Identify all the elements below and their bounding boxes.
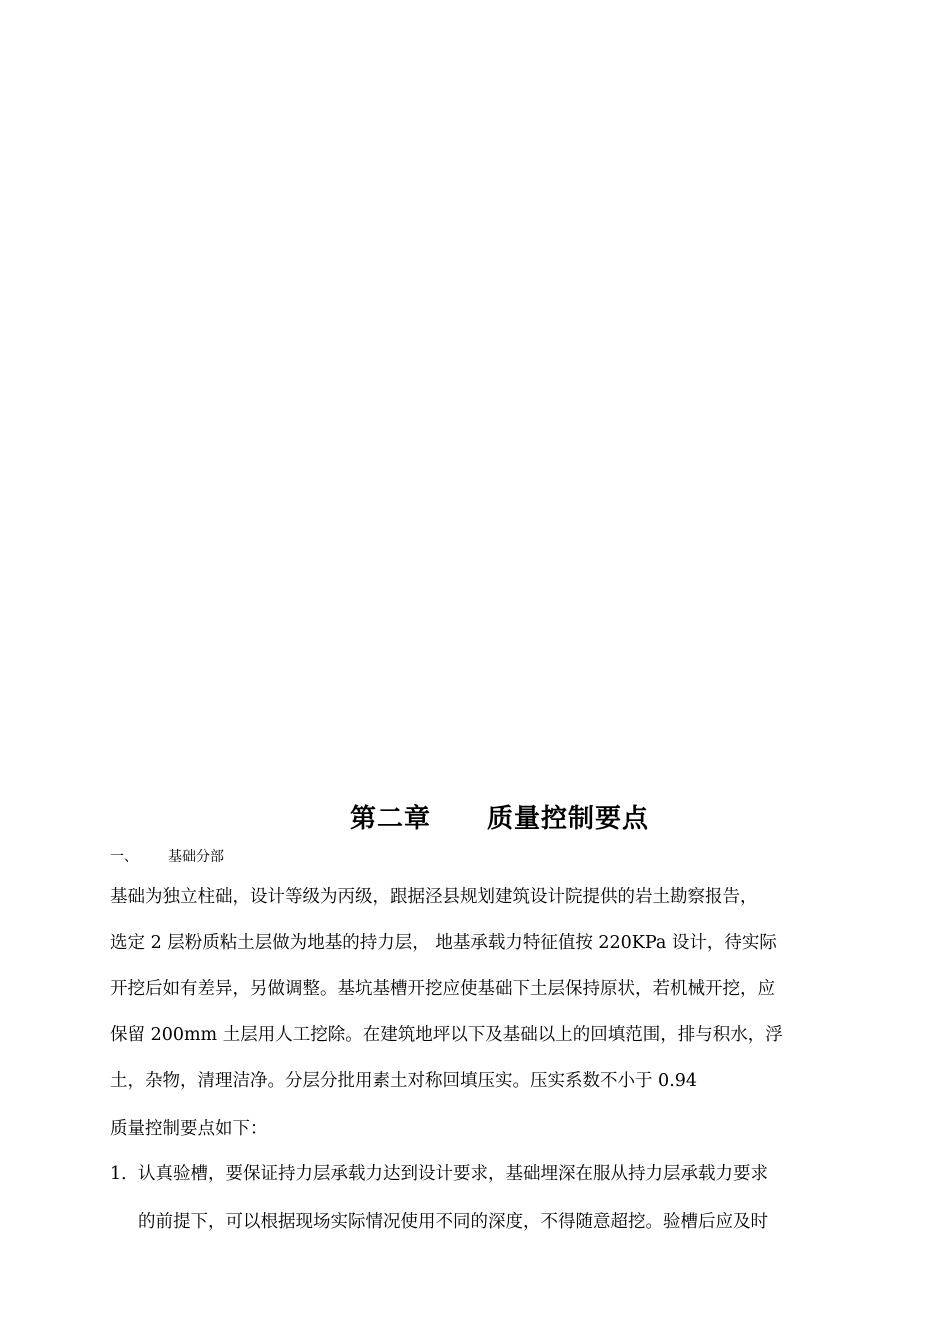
section-title: 基础分部 xyxy=(168,849,224,865)
chapter-number: 第二章 xyxy=(350,804,432,834)
paragraph-line: 开挖后如有差异，另做调整。基坑基槽开挖应使基础下土层保持原状，若机械开挖，应 xyxy=(110,979,775,999)
chapter-heading: 质量控制要点 xyxy=(487,804,650,834)
list-item-line: 的前提下，可以根据现场实际情况使用不同的深度，不得随意超挖。验槽后应及时 xyxy=(138,1212,768,1232)
paragraph-line: 保留 200mm 土层用人工挖除。在建筑地坪以下及基础以上的回填范围，排与积水，浮 xyxy=(110,1025,783,1045)
paragraph-line: 选定 2 层粉质粘土层做为地基的持力层， 地基承载力特征值按 220KPa 设计，待实际 xyxy=(110,933,777,953)
paragraph-line: 基础为独立柱础，设计等级为丙级，跟据泾县规划建筑设计院提供的岩土勘察报告， xyxy=(110,887,758,907)
list-intro: 质量控制要点如下： xyxy=(110,1119,268,1139)
list-item-number: 1． xyxy=(110,1164,139,1184)
chapter-title xyxy=(350,798,649,835)
list-item-line: 认真验槽，要保证持力层承载力达到设计要求，基础埋深在服从持力层承载力要求 xyxy=(138,1164,768,1184)
paragraph-line: 土，杂物，清理洁净。分层分批用素土对称回填压实。压实系数不小于 0.94 xyxy=(110,1071,698,1091)
section-heading xyxy=(110,846,224,866)
section-number: 一、 xyxy=(110,849,138,865)
